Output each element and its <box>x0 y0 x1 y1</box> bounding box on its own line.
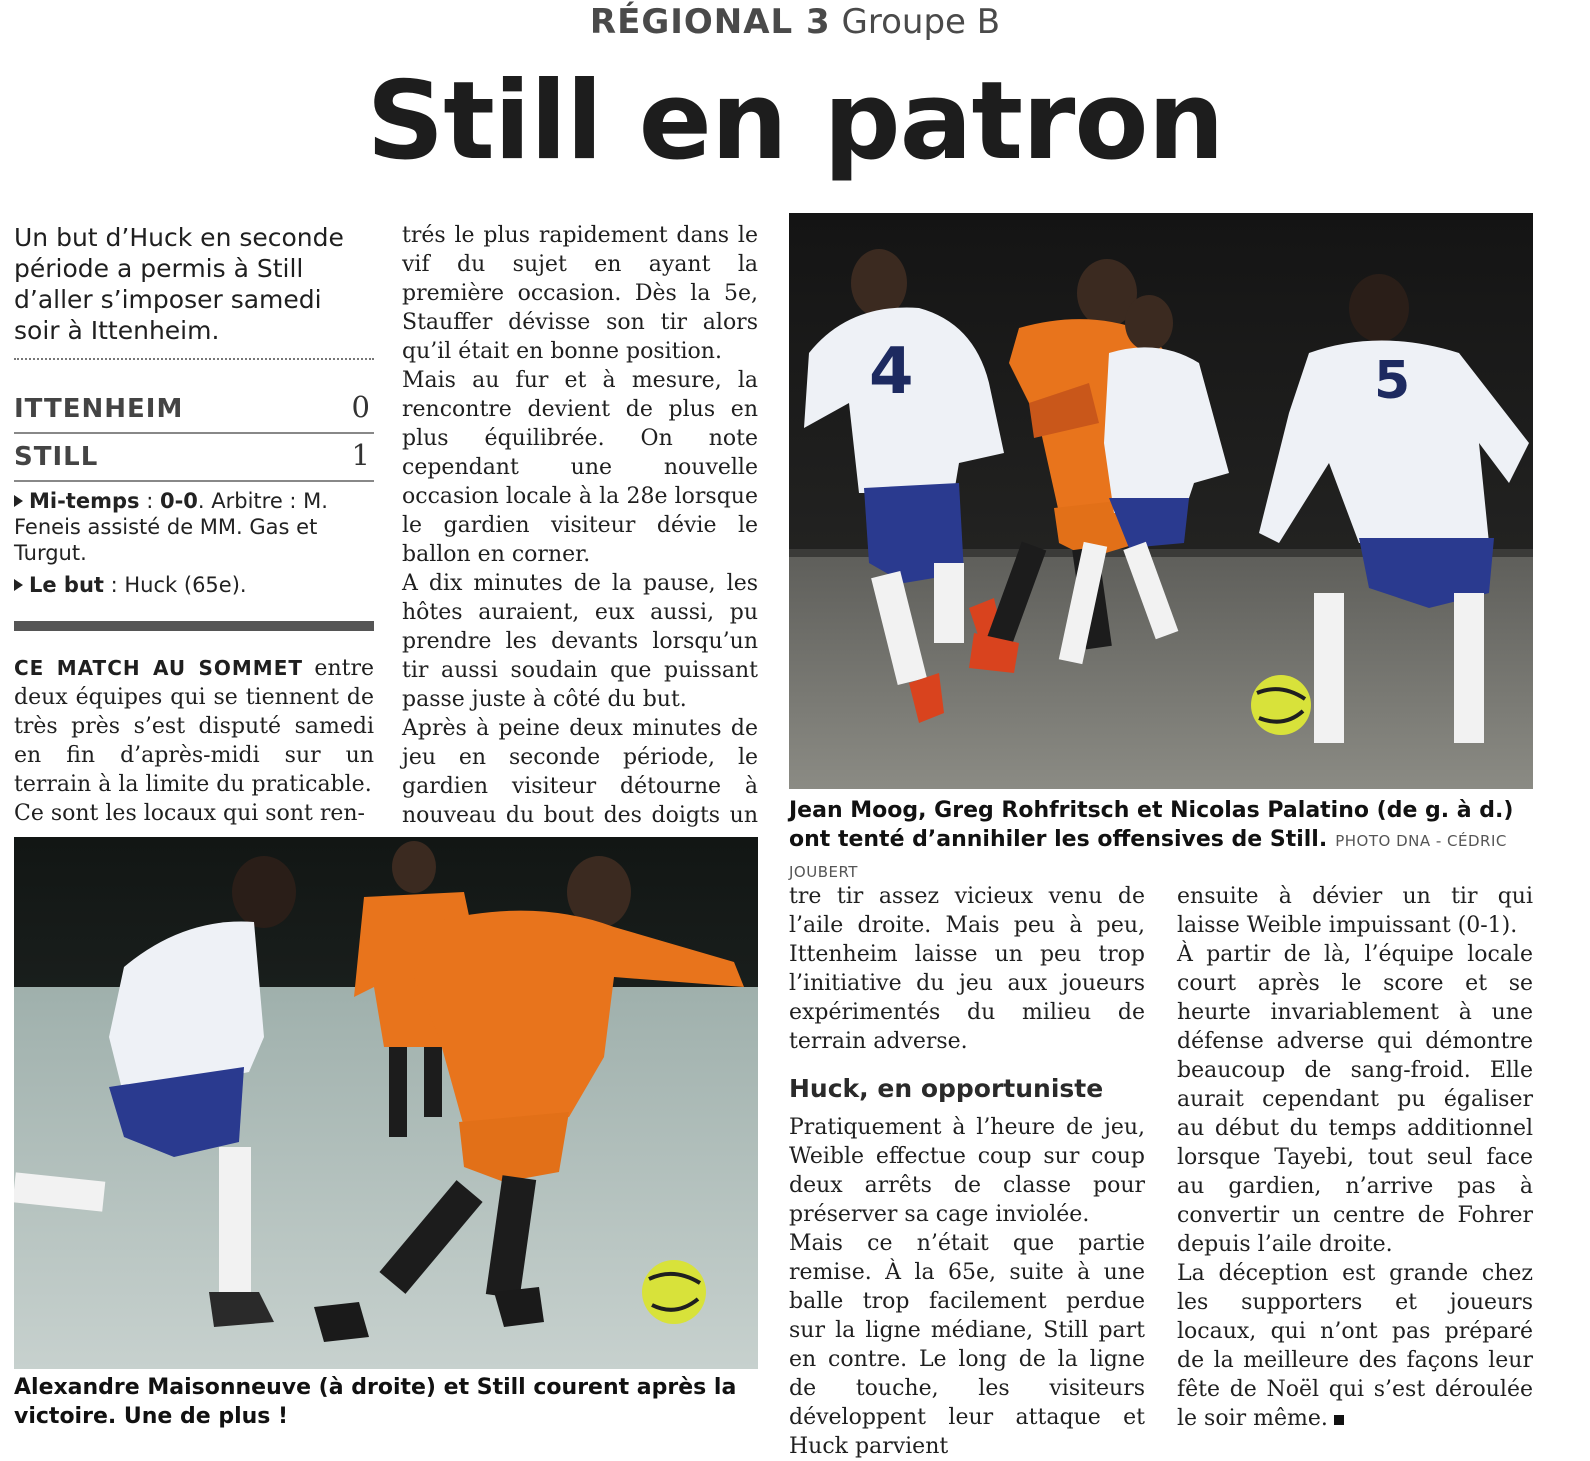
photo-credit: PHOTO DNA - CÉDRIC JOUBERT <box>789 832 1507 881</box>
dotted-divider <box>14 358 374 360</box>
final-paragraph-text: La déception est grande chez les supporters et joueurs locaux, qui n’ont pas préparé de la meilleure des façons leur fête de Noël qui s’est déroulée le soir même. <box>1177 1261 1533 1431</box>
paragraph: Mais ce n’était que partie remise. À la 65e, suite à une balle trop facilement perdue sur la ligne médiane, Still part en contre. Le long de la ligne de touche, les visiteurs développent leur attaque et Huck parvient <box>789 1231 1145 1459</box>
subheading: Huck, en opportuniste <box>789 1074 1104 1103</box>
info-box-bottom-bar <box>14 621 374 631</box>
kicker-strong: RÉGIONAL 3 <box>589 2 831 42</box>
caption-text: Jean Moog, Greg Rohfritsch et Nicolas Palatino (de g. à d.) ont tenté d’annihiler les offensives de Still. <box>789 798 1514 852</box>
headline: Still en patron <box>366 59 1224 184</box>
article-col3-bottom <box>789 1113 1145 1461</box>
bullet-triangle-icon <box>14 579 23 591</box>
paragraph: ensuite à dévier un tir qui laisse Weible impuissant (0-1). <box>1177 884 1533 938</box>
paragraph: A dix minutes de la pause, les hôtes auraient, eux aussi, pu prendre les devants lorsqu’un tir aussi soudain que puissant passe juste à côté du but. <box>402 571 758 712</box>
home-score: 0 <box>351 390 370 424</box>
referee-text: . Arbitre : M. Feneis assisté de MM. Gas et Turgut. <box>14 489 328 565</box>
bullet-triangle-icon <box>14 495 23 507</box>
photo-top-illustration <box>789 213 1533 789</box>
article-col2 <box>402 221 758 859</box>
jersey-number: 5 <box>1374 351 1411 411</box>
paragraph: Après à peine deux minutes de jeu en seconde période, le gardien visiteur détourne à nouveau du bout des doigts un <box>402 716 758 828</box>
end-mark-icon <box>1334 1415 1344 1425</box>
halftime-value: 0-0 <box>159 489 198 513</box>
score-row-away <box>14 434 374 478</box>
away-score: 1 <box>351 438 370 472</box>
jersey-number: 4 <box>869 335 914 409</box>
paragraph <box>14 654 374 799</box>
paragraph <box>1177 1259 1533 1433</box>
article-col3 <box>789 882 1145 1056</box>
photo-bottom-caption: Alexandre Maisonneuve (à droite) et Still courent après la victoire. Une de plus ! <box>14 1375 737 1429</box>
score-row-home <box>14 386 374 430</box>
away-team: STILL <box>14 442 99 472</box>
score-divider-bottom <box>14 480 374 482</box>
paragraph: Ce sont les locaux qui sont ren- <box>14 801 365 826</box>
halftime-label: Mi-temps <box>29 489 140 513</box>
photo-top-caption <box>789 796 1533 887</box>
goal-label: Le but <box>29 573 104 597</box>
goal-info <box>14 572 374 598</box>
article-col4 <box>1177 882 1533 1433</box>
paragraph: trés le plus rapidement dans le vif du sujet en ayant la première occasion. Dès la 5e, Stauffer dévisse son tir alors qu’il était en bonne position. <box>402 223 758 364</box>
paragraph: Mais au fur et à mesure, la rencontre devient de plus en plus équilibrée. On note cependant une nouvelle occasion locale à la 28e lorsque le gardien visiteur dévie le ballon en corner. <box>402 368 758 567</box>
section-kicker <box>0 2 1590 42</box>
photo-bottom-illustration <box>14 837 758 1369</box>
paragraph: À partir de là, l’équipe locale court après le score et se heurte invariablement à une défense adverse qui démontre beaucoup de sang-froid. Elle aurait cependant pu égaliser au début du temps additionnel lorsque Tayebi, tout seul face au gardien, n’arrive pas à convertir un centre de Fohrer depuis l’aile droite. <box>1177 942 1533 1257</box>
paragraph: tre tir assez vicieux venu de l’aile droite. Mais peu à peu, Ittenheim laisse un peu trop l’initiative du jeu aux joueurs expérimentés du milieu de terrain adverse. <box>789 884 1145 1054</box>
lead-text: entre deux équipes qui se tiennent de très près s’est disputé samedi en fin d’après-midi sur un terrain à la limite du praticable. <box>14 656 374 797</box>
photo-bottom <box>14 837 758 1369</box>
paragraph: Pratiquement à l’heure de jeu, Weible effectue coup sur coup deux arrêts de classe pour préserver sa cage inviolée. <box>789 1115 1145 1227</box>
goal-value: : Huck (65e). <box>103 573 247 597</box>
kicker-rest: Groupe B <box>841 2 1001 42</box>
home-team: ITTENHEIM <box>14 394 184 424</box>
halftime-info: Mi-temps : 0-0. Arbitre : M. Feneis assisté de MM. Gas et Turgut. <box>14 489 328 565</box>
lead-caps: CE MATCH AU SOMMET <box>14 656 304 680</box>
photo-top <box>789 213 1533 789</box>
intro-text: Un but d’Huck en seconde période a permis à Still d’aller s’imposer samedi soir à Ittenheim. <box>14 223 344 345</box>
article-col1 <box>14 654 374 828</box>
